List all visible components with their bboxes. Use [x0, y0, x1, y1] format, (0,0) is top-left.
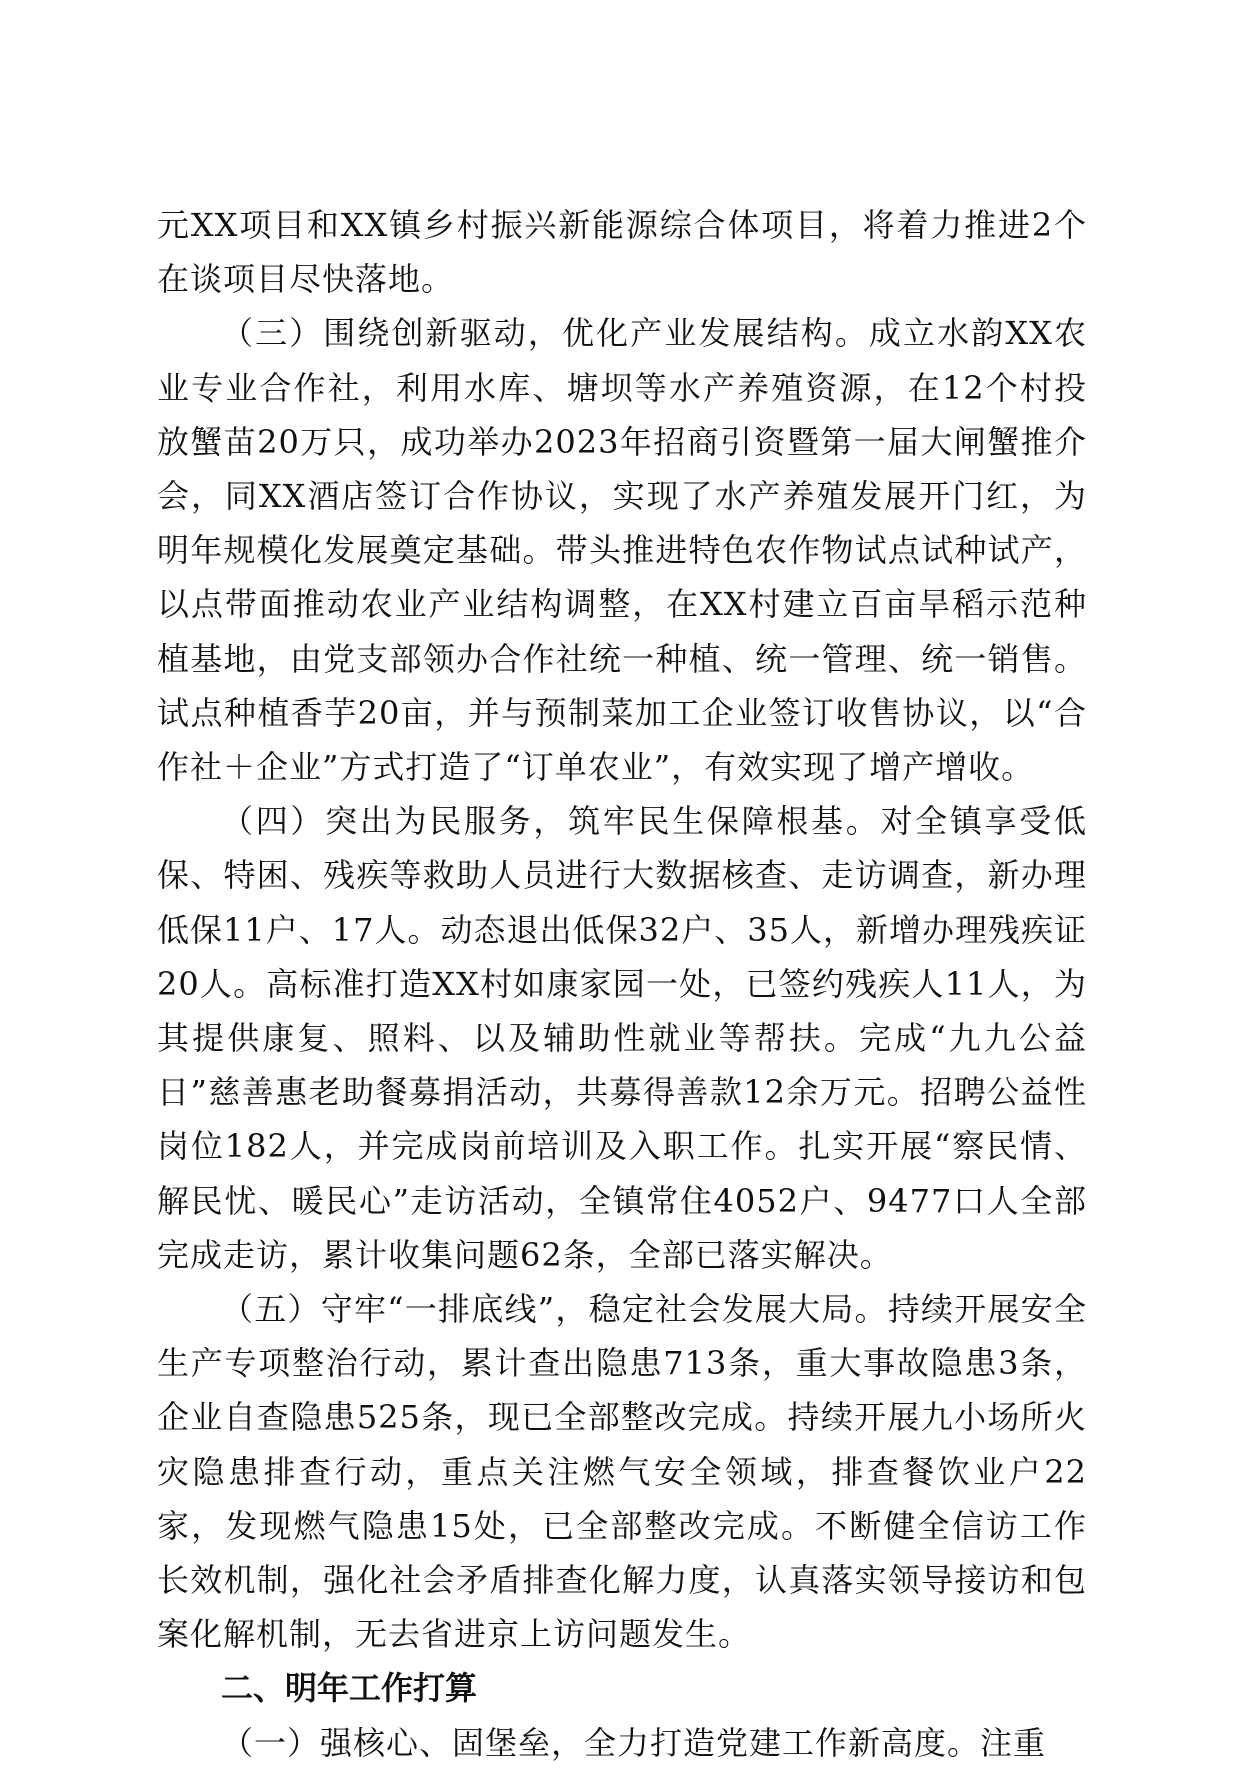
paragraph-party-building: （一）强核心、固堡垒，全力打造党建工作新高度。注重: [221, 1723, 1047, 1762]
paragraph-continuation: 元XX项目和XX镇乡村振兴新能源综合体项目，将着力推进2个在谈项目尽快落地。: [157, 206, 1087, 299]
paragraph-public-service: （四）突出为民服务，筑牢民生保障根基。对全镇享受低保、特困、残疾等救助人员进行大数据核查、走访调查，新办理低保11户、17人。动态退出低保32户、35人，新增办理残疾证20人。高标准打造XX村如康家园一处，已签约残疾人11人，为其提供康复、照料、以及辅助性就业等帮扶。完成“九九公益日”慈善惠老助餐募捐活动，共募得善款12余万元。招聘公益性岗位182人，并完成岗前培训及入职工作。扎实开展“察民情、解民忧、暖民心”走访活动，全镇常住4052户、9477口人全部完成走访，累计收集问题62条，全部已落实解决。: [157, 802, 1087, 1274]
paragraph-safety-bottom-line: （五）守牢“一排底线”，稳定社会发展大局。持续开展安全生产专项整治行动，累计查出隐患713条，重大事故隐患3条，企业自查隐患525条，现已全部整改完成。持续开展九小场所火灾隐患排查行动，重点关注燃气安全领域，排查餐饮业户22家，发现燃气隐患15处，已全部整改完成。不断健全信访工作长效机制，强化社会矛盾排查化解力度，认真落实领导接访和包案化解机制，无去省进京上访问题发生。: [157, 1290, 1087, 1654]
section-heading-next-year-plan: 二、明年工作打算: [221, 1669, 478, 1708]
document-body: [157, 198, 1087, 1770]
paragraph-innovation-driven: （三）围绕创新驱动，优化产业发展结构。成立水韵XX农业专业合作社，利用水库、塘坝等水产养殖资源，在12个村投放蟹苗20万只，成功举办2023年招商引资暨第一届大闸蟹推介会，同XX酒店签订合作协议，实现了水产养殖发展开门红，为明年规模化发展奠定基础。带头推进特色农作物试点试种试产，以点带面推动农业产业结构调整，在XX村建立百亩旱稻示范种植基地，由党支部领办合作社统一种植、统一管理、统一销售。试点种植香芋20亩，并与预制菜加工企业签订收售协议，以“合作社＋企业”方式打造了“订单农业”，有效实现了增产增收。: [157, 314, 1087, 787]
